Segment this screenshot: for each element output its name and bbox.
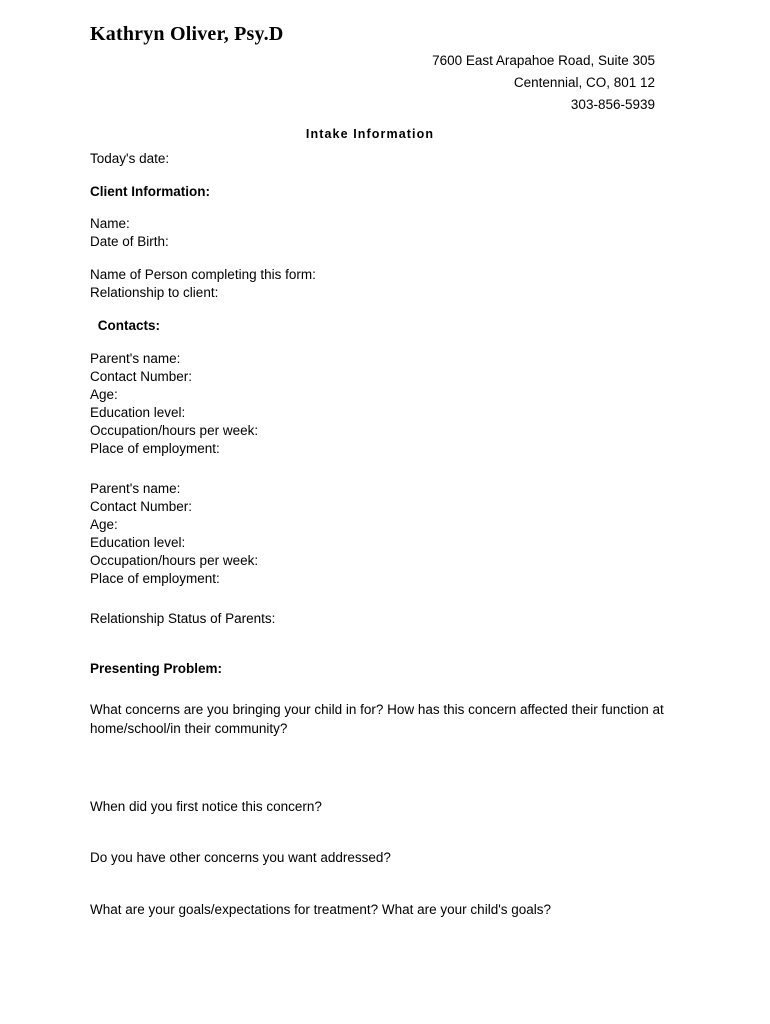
- field-parent2-name: Parent's name:: [90, 480, 181, 496]
- letterhead-name: Kathryn Oliver, Psy.D: [90, 23, 284, 45]
- heading-presenting-problem: Presenting Problem:: [90, 660, 223, 676]
- address-block: [90, 50, 700, 116]
- address-line-1: 7600 East Arapahoe Road, Suite 305: [432, 53, 655, 68]
- heading-contacts: Contacts:: [94, 318, 161, 334]
- field-date-of-birth: Date of Birth:: [90, 234, 169, 250]
- field-parent1-contact-number: Contact Number:: [90, 369, 193, 385]
- question-other-concerns: Do you have other concerns you want addressed?: [90, 850, 391, 866]
- document-title: Intake Information: [305, 126, 435, 141]
- field-parent1-place-of-employment: Place of employment:: [90, 441, 220, 457]
- parent-2-block: [90, 480, 700, 588]
- field-relationship-to-client: Relationship to client:: [90, 285, 219, 301]
- field-name-of-person-completing: Name of Person completing this form:: [90, 267, 316, 283]
- field-parent2-contact-number: Contact Number:: [90, 498, 193, 514]
- field-parent2-education-level: Education level:: [90, 534, 186, 550]
- field-name: Name:: [90, 216, 130, 232]
- field-parent2-place-of-employment: Place of employment:: [90, 570, 220, 586]
- field-parent1-occupation-hours: Occupation/hours per week:: [90, 423, 259, 439]
- field-relationship-status-of-parents: Relationship Status of Parents:: [90, 610, 276, 626]
- field-parent2-age: Age:: [90, 516, 118, 532]
- address-line-3: 303-856-5939: [570, 96, 655, 112]
- field-todays-date: Today's date:: [90, 150, 170, 166]
- question-presenting-concern: What concerns are you bringing your child in for? How has this concern affected their function at home/school/in their community?: [90, 701, 664, 737]
- heading-client-information: Client Information:: [90, 183, 210, 199]
- question-goals-expectations: What are your goals/expectations for treatment? What are your child's goals?: [90, 901, 552, 917]
- parent-1-block: [90, 350, 700, 458]
- field-parent1-name: Parent's name:: [90, 351, 181, 367]
- field-parent1-education-level: Education level:: [90, 405, 186, 421]
- question-first-noticed: When did you first notice this concern?: [90, 798, 322, 814]
- address-line-2: Centennial, CO, 801 12: [513, 74, 655, 90]
- field-parent1-age: Age:: [90, 387, 118, 403]
- field-parent2-occupation-hours: Occupation/hours per week:: [90, 552, 259, 568]
